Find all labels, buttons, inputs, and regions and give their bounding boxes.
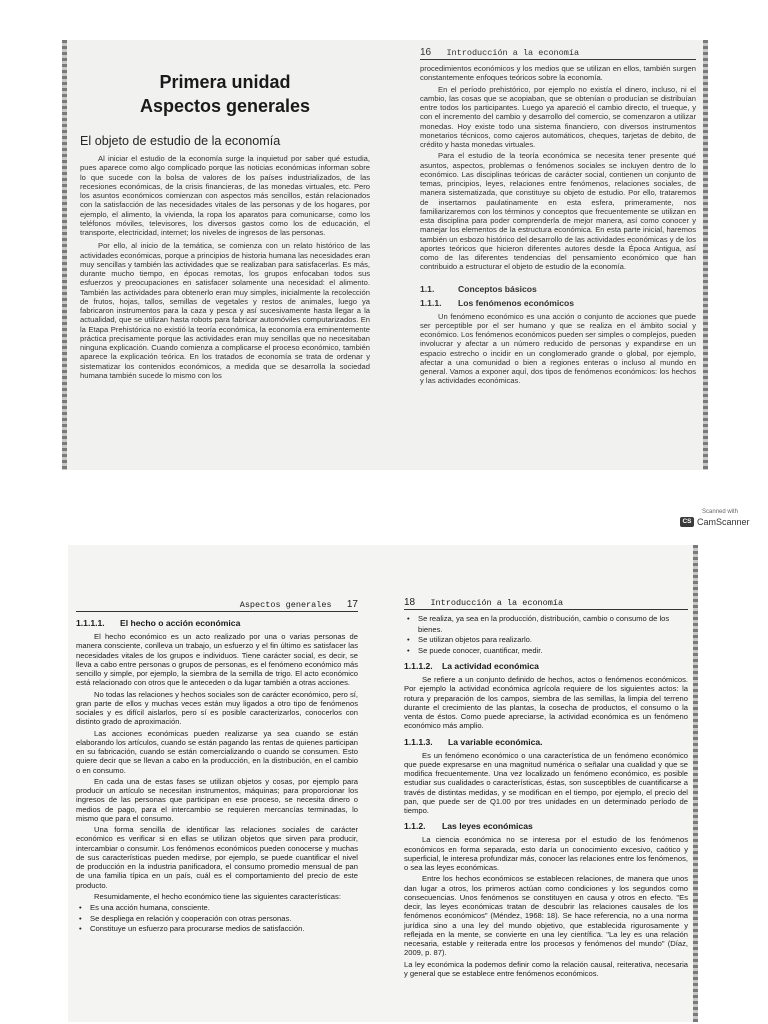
right-scan-edge: [703, 40, 708, 470]
section-title: Las leyes económicas: [442, 821, 533, 832]
scanned-with-label: Scanned with: [701, 509, 739, 515]
paragraph: Se refiere a un conjunto definido de hechos, actos o fenómenos económicos. Por ejemplo la actividad económica agrícola requiere de los siguientes actos: la rotura y preparación de los campos, siembra de las semillas, la limpia del terreno durante el crecimiento de las plantas, la cosecha de productos, el consumo o la venta de éstos. Como puede apreciarse, la actividad económica es un fenómeno económico más amplio.: [404, 675, 688, 731]
camscanner-watermark: [680, 509, 760, 527]
page-number: 18: [404, 597, 416, 608]
section-number: 1.1.1.1.: [76, 618, 105, 628]
list-item: • Se puede conocer, cuantificar, medir.: [404, 646, 688, 657]
section-number: 1.1.1.2.: [404, 661, 433, 671]
list-item: • Constituye un esfuerzo para procurarse medios de satisfacción.: [76, 924, 358, 935]
section-number: 1.1.1.: [420, 297, 442, 308]
paragraph: La ley económica la podemos definir como la relación causal, reiterativa, necesaria y general que se establece entre fenómenos económicos.: [404, 959, 688, 978]
paragraph: Entre los hechos económicos se establecen relaciones, de manera que unos dan lugar a otros, los primeros actúan como condiciones y los segundos como consecuencias. Unos fenómenos se constituyen en causa y otros en efecto. "Es decir, las leyes económicas tratan de descubrir las relaciones causales de los fenómenos económicos" (Méndez, 1968: 18). Se hace referencia, no a una norma jurídica sino a una ley del mundo objetivo, que establecida rigurosamente y reflejada en la mente, se convierte en una ley científica. "La ley es una relación necesaria, estable y reiterada entre los procesos y fenómenos del mundo" (Díaz, 2009, p. 87).: [404, 874, 688, 958]
page-18: [404, 597, 688, 980]
section-title: El hecho o acción económica: [120, 618, 241, 628]
running-header: [420, 47, 696, 60]
section-title: La variable económica.: [448, 736, 543, 747]
section-title: El objeto de estudio de la economía: [80, 134, 281, 148]
paragraph: En el período prehistórico, por ejemplo no existía el dinero, incluso, ni el cambio, las cosas que se acopiaban, que se obtenían o producían se distribuían entre todos los participantes. Luego ya apareció el cambio directo, el trueque, y con el incremento del cambio y desarrollo del comercio, se comenzaron a utilizar monedas. Hoy existe todo una sistema financiero, con diversos instrumentos monetarios técnicos, como cajeros automáticos, cheques, tarjetas de debito, de crédito y hasta monedas virtuales.: [420, 84, 696, 149]
paragraph: Las acciones económicas pueden realizarse ya sea cuando se están elaborando los artículos, cuando se están pagando las rentas de quienes participan en su fabricación, cuando se están comercializando o cuando se consumen. Esto quiere decir que se llevan a cabo en la producción, en la distribución, en el cambio o en consumo.: [76, 728, 358, 775]
section-heading: [404, 737, 688, 747]
list-item: • Es una acción humana, consciente.: [76, 903, 358, 914]
unit-subtitle: Aspectos generales: [139, 96, 311, 116]
paragraph: Resumidamente, el hecho económico tiene las siguientes características:: [94, 891, 341, 901]
page-number: 17: [346, 599, 358, 610]
right-scan-edge: [693, 545, 698, 1022]
header-title: Introducción a la economía: [430, 598, 564, 608]
header-title: Aspectos generales: [239, 600, 332, 610]
paragraph: Por ello, al inicio de la temática, se comienza con un relato histórico de las actividades económicas, porque a principios de historia humana las necesidades eran muy sencillas y también las actividades que se realizaban para satisfacerlas. Es más, durante mucho tiempo, en épocas remotas, los grupos enfocaban todos sus esfuerzos y preocupaciones en satisfacer solamente una necesidad: el alimento. También las actividades para obtenerlo eran muy simples, inicialmente la recolección de frutos, hojas, tallos, semillas de vegetales y restos de animales, luego ya fabricaron instrumentos para la caza y pesca y así sucesivamente hasta llegar a la actualidad, que se utilizan hasta robots para fabricar automóviles computarizados. En la Etapa Prehistórica no existió la teoría económica, la economía era eminentemente práctica precisamente porque las actividades eran muy sencillas que no necesitaban ninguna explicación. Cuando comienza a complicarse el proceso económico, también aparece la explicación teórica. En los tratados de economía se trata de ordenar y sistematizar los contenidos económicos, a medida que se desarrolla la sociedad humana también sucede lo mismo con los: [80, 241, 370, 380]
paragraph: No todas las relaciones y hechos sociales son de carácter económico, pero sí, gran parte de ellos y muchas veces están muy ligados a otro tipo de fenómenos sociales y es difícil aislarlos, pero sí es posible caracterizarlos, conocerlos con distinto grado de aproximación.: [76, 689, 358, 727]
paragraph: En cada una de estas fases se utilizan objetos y cosas, por ejemplo para producir un artículo se necesitan instrumentos, máquinas; para proporcionar los ingresos de las personas que participan en ese proceso, se necesita dinero o medios de pago, para el intercambio se requieren mercancías terminadas, lo mismo que para el consumo.: [76, 776, 358, 823]
page-number: 16: [420, 47, 432, 58]
characteristics-list-continued: [404, 614, 688, 656]
paragraph: El hecho económico es un acto realizado por una o varias personas de manera consciente, conlleva un trabajo, un esfuerzo y el fin último es satisfacer las necesidades vitales de los grupos e individuos. Tiene carácter social, es decir, se lleva a cabo entre personas o grupos de personas, es el fenómeno económico más sencillo y simple, por ejemplo, la siembra de la semilla de trigo. El acto económico está relacionado con otros que le anteceden o da lugar también a otras acciones.: [76, 632, 358, 688]
paragraph: Para el estudio de la teoría económica se necesita tener presente qué asuntos, aspectos, problemas o fenómenos sociales se incluyen dentro de lo económico. Las disciplinas teóricas de carácter social, contienen un conjunto de temas, principios, leyes, relaciones entre fenómenos, relaciones sociales, de manera sistematizada, que constituye su objeto de estudio. Por ello, trataremos de insertarnos paulatinamente en esta esfera, primeramente, nos familiarizaremos con los términos y conceptos que frecuentemente se utilizan en esta disciplina para poder comprenderla de mejor manera, así como conocer y manejar los elementos de la estructura económica. En esta parte inicial, haremos también un esbozo histórico del desarrollo de las actividades económicas y de los aportes teóricos que hicieron diferentes autores desde la Época Antigua, así como de las diferentes tendencias del pensamiento económico que han contribuido a estructurar el objeto de estudio de la economía.: [420, 151, 696, 272]
section-number: 1.1.1.3.: [404, 736, 433, 747]
paragraph: Un fenómeno económico es una acción o conjunto de acciones que puede ser perceptible por el ser humano y que se realiza en el ámbito social y económico. Los fenómenos económicos pueden ser simples o complejos, pueden involucrar y afectar a un número reducido de personas y expandirse en un espacio estrecho o incidir en un conglomerado grande o global, por ejemplo, afectar a una comunidad o bien a regiones enteras o incluso al mundo en general. Vamos a exponer aquí, dos tipos de fenómenos económicos: los hechos y las actividades económicas.: [420, 311, 696, 386]
paragraph: Es un fenómeno económico o una característica de un fenómeno económico que puede expresarse en una magnitud numérica o señalar una cualidad y que se modifica frecuentemente. Una vez localizado un fenómeno económico, es posible estudiar sus cualidades o características, éstas, son susceptibles de cuantificarse a través de distintas medidas, y se modifican en el tiempo, por ejemplo, el precio del pan, que puede ser de Q1.00 por tres unidades en un determinado período de tiempo.: [404, 750, 688, 815]
section-heading: [404, 661, 688, 671]
paragraph: La ciencia económica no se interesa por el estudio de los fenómenos económicos en forma separada, esto daría un conocimiento excesivo, caótico y superficial, le interesa profundizar más, conocer las relaciones entre los fenómenos, o sea las leyes económicas.: [404, 835, 688, 872]
header-title: Introducción a la economía: [446, 48, 580, 58]
characteristics-list: [76, 903, 358, 935]
unit-title: Primera unidad: [159, 72, 291, 92]
list-item: • Se realiza, ya sea en la producción, distribución, cambio o consumo de los bienes.: [404, 614, 688, 635]
bottom-page-spread: [68, 545, 698, 1022]
section-title: Los fenómenos económicos: [458, 297, 575, 308]
running-header: [404, 597, 688, 610]
section-title: Conceptos básicos: [458, 283, 537, 294]
camscanner-logo-icon: CS: [680, 517, 694, 527]
camscanner-brand: [680, 517, 760, 527]
section-number: 1.1.: [420, 283, 435, 294]
section-heading: [76, 618, 358, 628]
page-16: [420, 47, 696, 388]
left-page-15: [80, 70, 370, 382]
page-17: [76, 599, 358, 938]
section-title: La actividad económica: [442, 661, 539, 671]
list-item: • Se despliega en relación y cooperación con otras personas.: [76, 914, 358, 925]
left-scan-edge: [62, 40, 67, 470]
section-heading: [420, 284, 696, 294]
section-heading: [404, 821, 688, 831]
running-header: [76, 599, 358, 612]
top-page-spread: [62, 40, 708, 470]
section-heading: [420, 298, 696, 308]
paragraph: Al iniciar el estudio de la economía surge la inquietud por saber qué estudia, pues aparece como algo complicado porque las noticias económicas informan sobre lo que sucede con la bolsa de valores de los países industrializados, de las recesiones económicas, de la crisis financieras, de las monedas virtuales, etc. Pero los asuntos económicos comienzan con aspectos más sencillos, están relacionados con la satisfacción de las necesidades vitales de las personas y de los hogares, por ejemplo, el alimento, la vivienda, la ropa los aparatos para comunicarse, como los teléfonos móviles, televisores, los diversos gastos como los de educación, el transporte, electricidad, internet; los niveles de ingresos de las personas.: [80, 154, 370, 237]
paragraph: procedimientos económicos y los medios que se utilizan en ellos, también surgen constantemente enfoques teóricos sobre la economía.: [420, 64, 696, 83]
paragraph: Una forma sencilla de identificar las relaciones sociales de carácter económico es verificar si en ellas se utilizan objetos que sirven para producir, intercambiar o consumir. Los fenómenos económicos pueden conocerse y muchas de sus características pueden medirse, por ejemplo, se puede cuantificar el nivel de producción en la industria panificadora, el consumo promedio mensual de pan de una familia típica en un país, cuál es el comportamiento del precio de este producto.: [76, 825, 358, 890]
camscanner-name: CamScanner: [697, 517, 750, 527]
section-number: 1.1.2.: [404, 821, 426, 832]
list-item: • Se utilizan objetos para realizarlo.: [404, 635, 688, 646]
